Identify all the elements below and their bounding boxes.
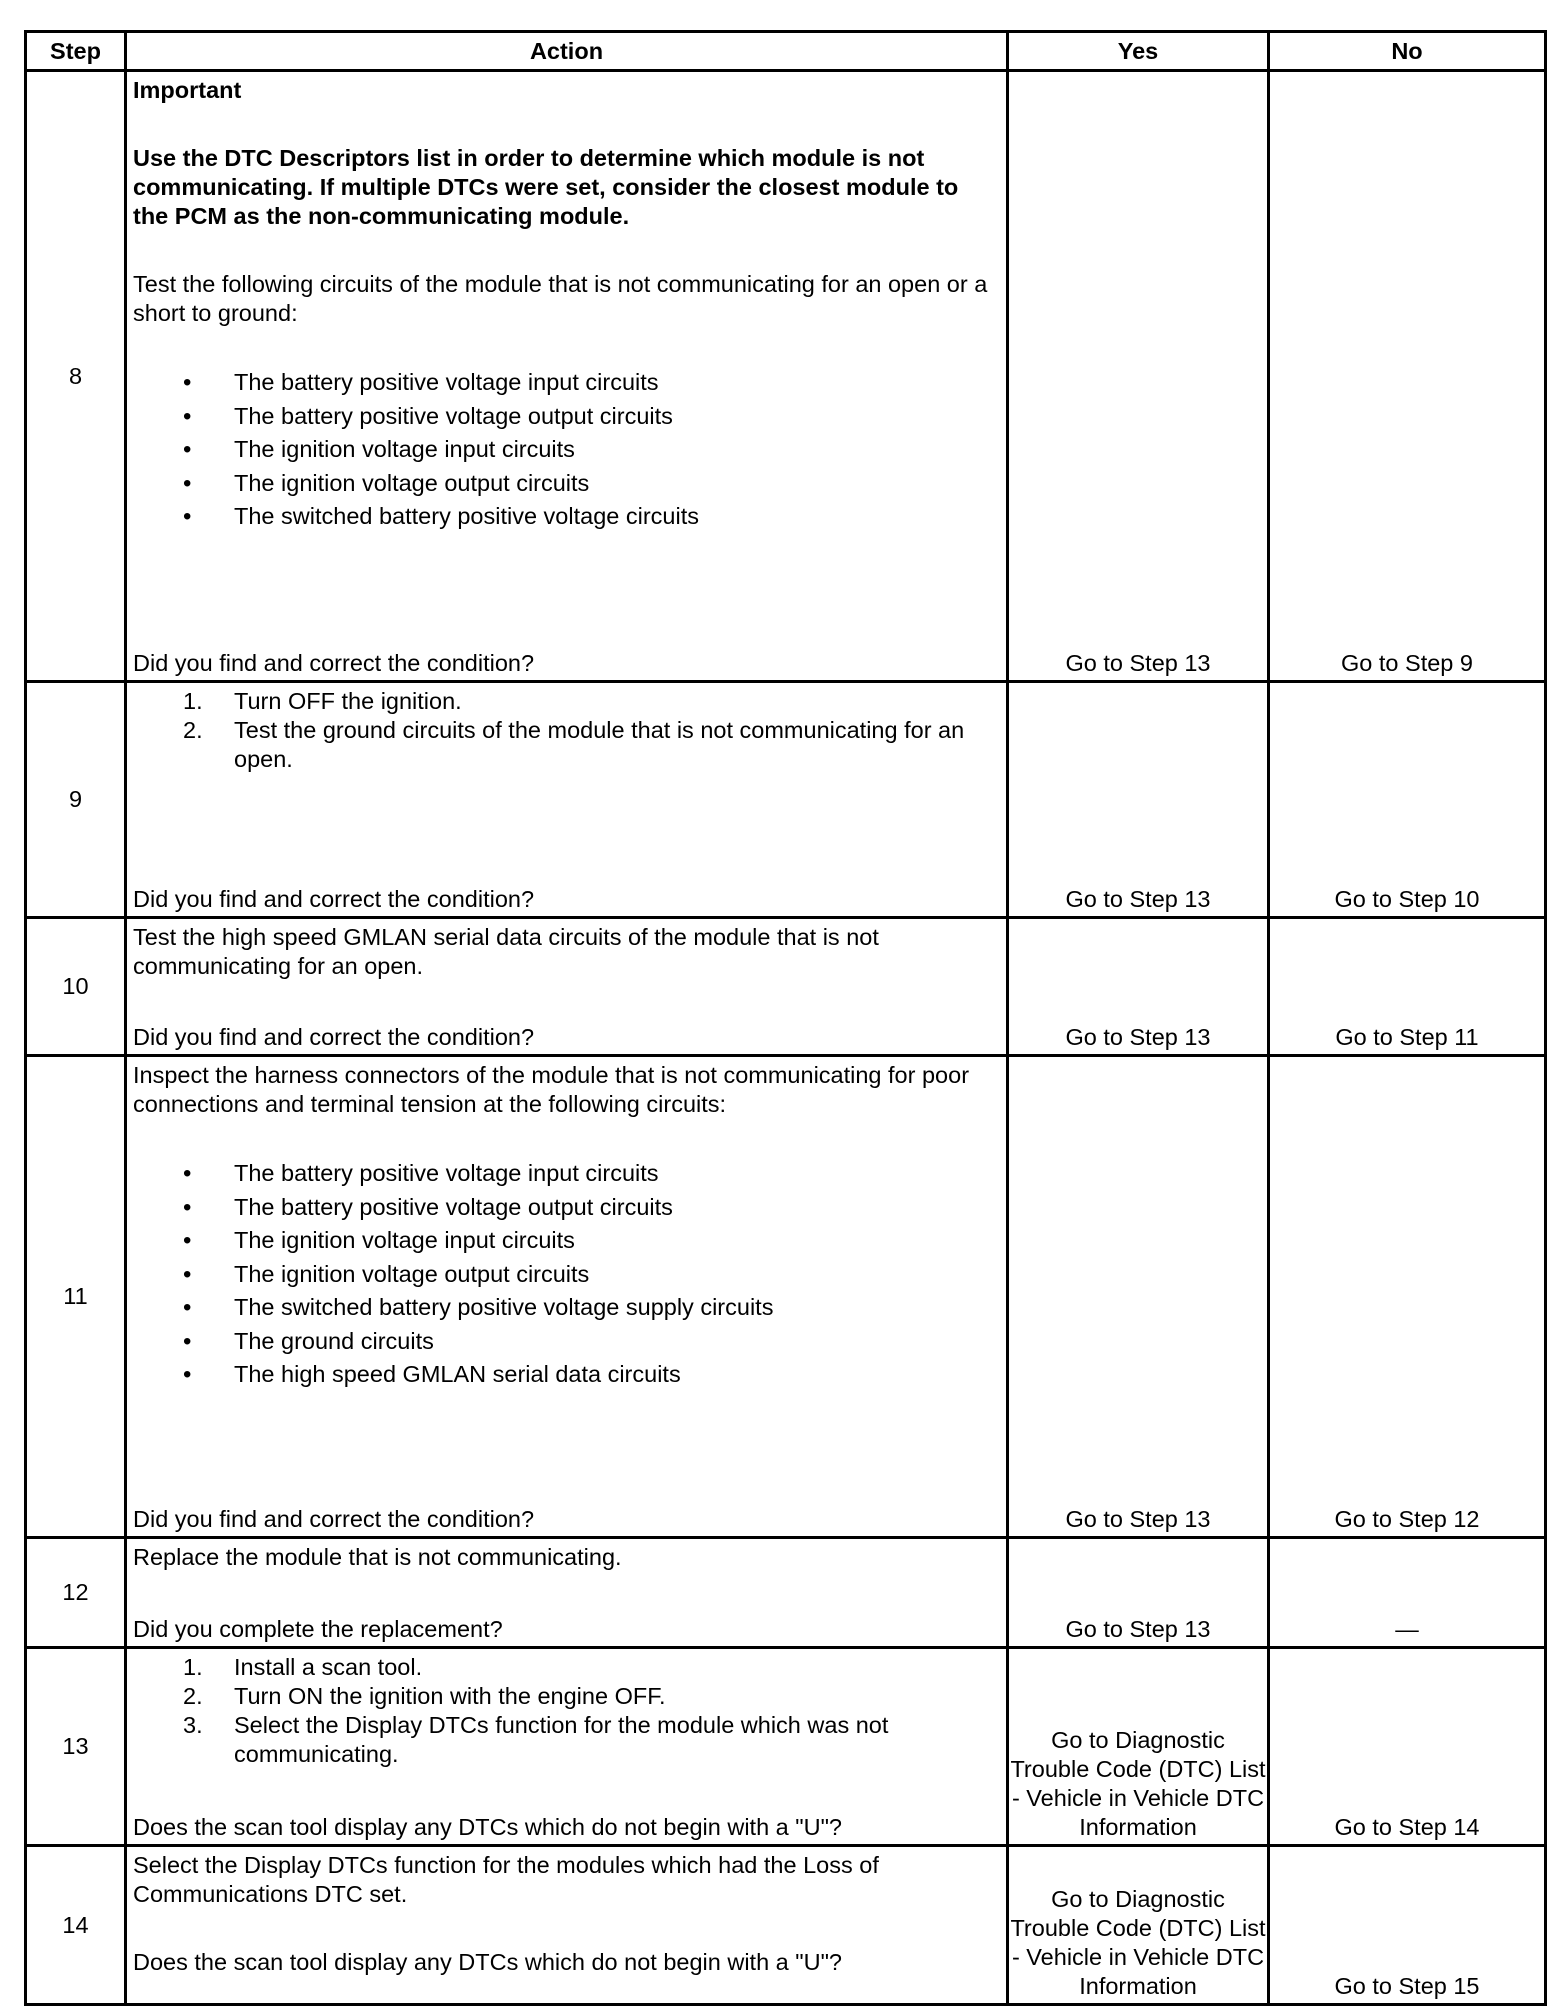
header-yes: Yes xyxy=(1008,32,1269,71)
list-item: • The battery positive voltage output circuits xyxy=(133,400,1000,434)
list-item: • The ignition voltage output circuits xyxy=(133,1258,1000,1292)
table-row-step-11 xyxy=(26,1056,1546,1538)
list-item: • The battery positive voltage output circuits xyxy=(133,1191,1000,1225)
yes-result: Go to Diagnostic Trouble Code (DTC) List - Vehicle in Vehicle DTC Information xyxy=(1010,1886,1266,1999)
yes-cell xyxy=(1008,1056,1269,1538)
list-item: • The ignition voltage input circuits xyxy=(133,433,1000,467)
list-text: Turn OFF the ignition. xyxy=(234,688,462,714)
list-number: 2. xyxy=(183,1683,203,1709)
list-item xyxy=(133,687,1000,716)
circuit-list xyxy=(133,1157,1000,1392)
no-result: Go to Step 10 xyxy=(1334,886,1480,912)
no-cell xyxy=(1269,1056,1546,1538)
action-cell xyxy=(126,1056,1008,1538)
list-item: • The battery positive voltage input circuits xyxy=(133,366,1000,400)
table-row-step-12 xyxy=(26,1538,1546,1648)
no-cell xyxy=(1269,682,1546,918)
list-number: 2. xyxy=(183,717,203,743)
step-number: 10 xyxy=(26,918,126,1056)
yes-result: Go to Diagnostic Trouble Code (DTC) List - Vehicle in Vehicle DTC Information xyxy=(1010,1727,1266,1840)
no-result: Go to Step 9 xyxy=(1341,650,1473,676)
no-result: Go to Step 11 xyxy=(1335,1024,1479,1050)
step-number: 8 xyxy=(26,71,126,682)
important-text: Use the DTC Descriptors list in order to determine which module is not communicating. If multiple DTCs were set, consider the closest module to the PCM as the non-communicating module. xyxy=(133,145,959,229)
list-item: • The ignition voltage input circuits xyxy=(133,1224,1000,1258)
no-cell xyxy=(1269,1846,1546,2005)
yes-result: Go to Step 13 xyxy=(1065,650,1211,676)
table-row-step-14 xyxy=(26,1846,1546,2005)
diagnostic-steps-table xyxy=(24,30,1547,2006)
list-item: • The switched battery positive voltage supply circuits xyxy=(133,1291,1000,1325)
list-item xyxy=(133,1653,1000,1682)
no-cell xyxy=(1269,71,1546,682)
yes-result: Go to Step 13 xyxy=(1065,1616,1211,1642)
list-item: • The battery positive voltage input circuits xyxy=(133,1157,1000,1191)
no-cell xyxy=(1269,918,1546,1056)
yes-result: Go to Step 13 xyxy=(1065,1506,1211,1532)
list-item xyxy=(133,1682,1000,1711)
list-number: 1. xyxy=(183,688,203,714)
list-text: Select the Display DTCs function for the module which was not communicating. xyxy=(234,1712,889,1767)
action-question: Did you find and correct the condition? xyxy=(133,1506,535,1532)
diagnostic-page xyxy=(24,30,1544,2000)
table-row-step-10 xyxy=(26,918,1546,1056)
action-cell xyxy=(126,1648,1008,1846)
step-number: 11 xyxy=(26,1056,126,1538)
header-no: No xyxy=(1269,32,1546,71)
no-result: Go to Step 12 xyxy=(1334,1506,1480,1532)
action-intro: Test the following circuits of the module that is not communicating for an open or a short to ground: xyxy=(133,271,988,326)
header-action: Action xyxy=(126,32,1008,71)
list-text: Install a scan tool. xyxy=(234,1654,423,1680)
yes-cell xyxy=(1008,918,1269,1056)
list-item: • The ground circuits xyxy=(133,1325,1000,1359)
action-intro: Select the Display DTCs function for the modules which had the Loss of Communications DTC set. xyxy=(133,1852,879,1907)
action-question: Does the scan tool display any DTCs which do not begin with a "U"? xyxy=(133,1949,842,1975)
action-cell xyxy=(126,918,1008,1056)
yes-cell xyxy=(1008,1846,1269,2005)
action-cell xyxy=(126,1538,1008,1648)
no-cell xyxy=(1269,1538,1546,1648)
no-cell xyxy=(1269,1648,1546,1846)
action-cell xyxy=(126,71,1008,682)
no-result: Go to Step 15 xyxy=(1334,1973,1480,1999)
table-header-row xyxy=(26,32,1546,71)
list-text: Test the ground circuits of the module that is not communicating for an open. xyxy=(234,717,965,772)
list-item xyxy=(133,1711,1000,1769)
action-intro: Replace the module that is not communicating. xyxy=(133,1544,622,1570)
action-cell xyxy=(126,682,1008,918)
yes-cell xyxy=(1008,71,1269,682)
step-number: 9 xyxy=(26,682,126,918)
list-item: • The ignition voltage output circuits xyxy=(133,467,1000,501)
action-question: Did you find and correct the condition? xyxy=(133,650,535,676)
table-row-step-8 xyxy=(26,71,1546,682)
numbered-steps xyxy=(133,687,1000,774)
action-intro: Test the high speed GMLAN serial data circuits of the module that is not communicating for an open. xyxy=(133,924,879,979)
numbered-steps xyxy=(133,1653,1000,1769)
table-row-step-13 xyxy=(26,1648,1546,1846)
list-number: 3. xyxy=(183,1712,203,1738)
yes-result: Go to Step 13 xyxy=(1065,1024,1211,1050)
no-result: — xyxy=(1395,1616,1419,1642)
yes-cell xyxy=(1008,1538,1269,1648)
no-result: Go to Step 14 xyxy=(1334,1814,1480,1840)
action-question: Did you find and correct the condition? xyxy=(133,886,535,912)
yes-result: Go to Step 13 xyxy=(1065,886,1211,912)
important-label: Important xyxy=(133,77,242,103)
list-item: • The switched battery positive voltage circuits xyxy=(133,500,1000,534)
action-question: Did you complete the replacement? xyxy=(133,1616,503,1642)
list-item: • The high speed GMLAN serial data circuits xyxy=(133,1358,1000,1392)
list-item xyxy=(133,716,1000,774)
action-question: Does the scan tool display any DTCs which do not begin with a "U"? xyxy=(133,1814,842,1840)
header-step: Step xyxy=(26,32,126,71)
action-question: Did you find and correct the condition? xyxy=(133,1024,535,1050)
yes-cell xyxy=(1008,1648,1269,1846)
step-number: 14 xyxy=(26,1846,126,2005)
table-row-step-9 xyxy=(26,682,1546,918)
list-text: Turn ON the ignition with the engine OFF. xyxy=(234,1683,666,1709)
action-cell xyxy=(126,1846,1008,2005)
step-number: 12 xyxy=(26,1538,126,1648)
action-intro: Inspect the harness connectors of the module that is not communicating for poor connections and terminal tension at the following circuits: xyxy=(133,1062,970,1117)
yes-cell xyxy=(1008,682,1269,918)
list-number: 1. xyxy=(183,1654,203,1680)
circuit-list xyxy=(133,366,1000,534)
step-number: 13 xyxy=(26,1648,126,1846)
